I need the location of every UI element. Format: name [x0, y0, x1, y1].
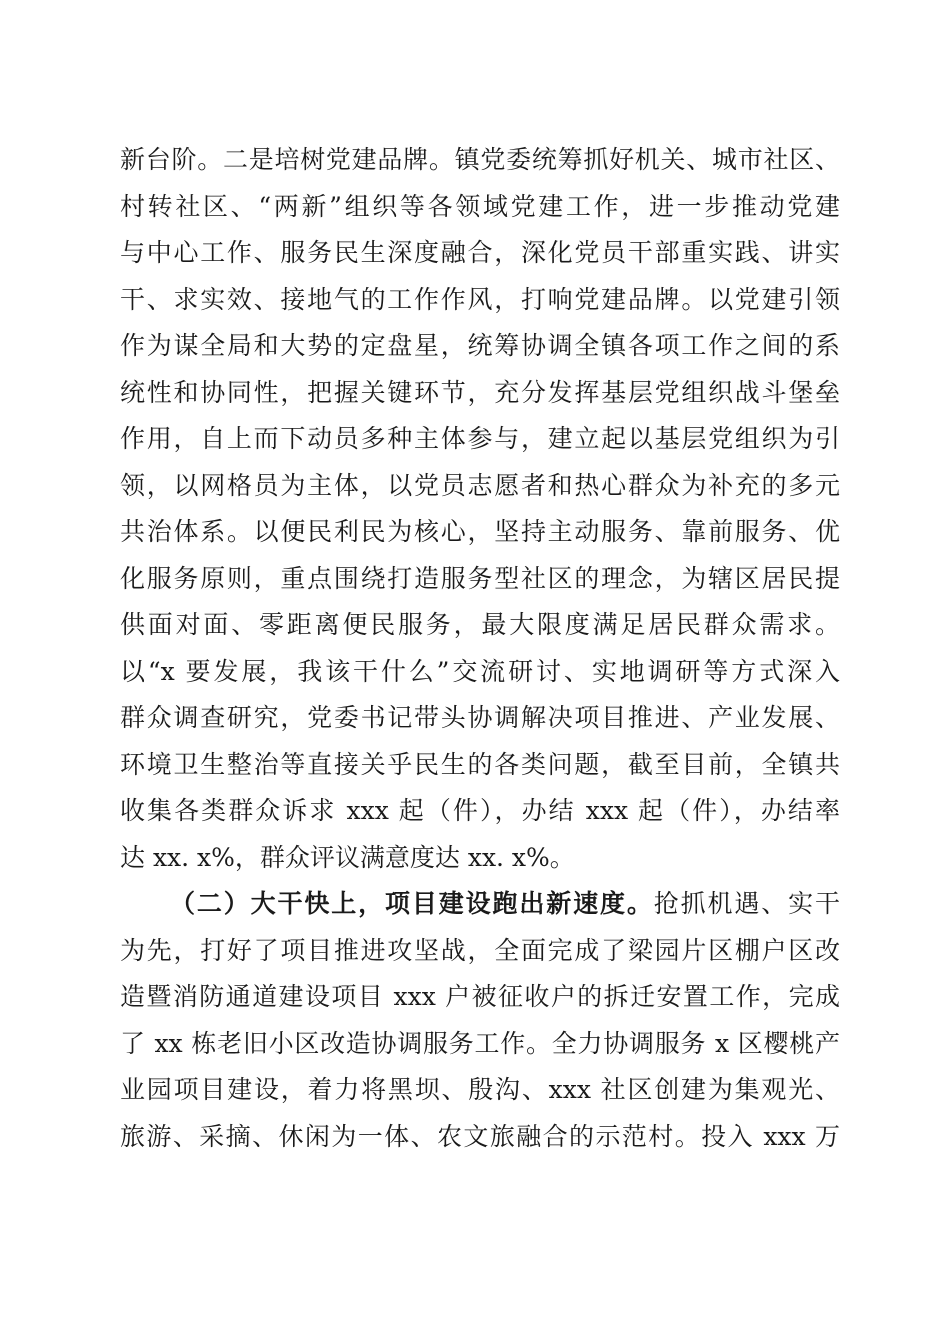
text-line: 旅游、采摘、休闲为一体、农文旅融合的示范村。投入 xxx 万 [120, 1122, 840, 1151]
text-line: 收集各类群众诉求 xxx 起（件），办结 xxx 起（件），办结率 [120, 796, 840, 825]
section-heading-line [170, 884, 840, 924]
text-line: 了 xx 栋老旧小区改造协调服务工作。全力协调服务 x 区樱桃产 [120, 1029, 840, 1058]
text-line: 造暨消防通道建设项目 xxx 户被征收户的拆迁安置工作，完成 [120, 982, 840, 1011]
text-line: 共治体系。以便民利民为核心，坚持主动服务、靠前服务、优 [120, 517, 840, 546]
text-line: 作为谋全局和大势的定盘星，统筹协调全镇各项工作之间的系 [120, 331, 840, 360]
text-line: 作用，自上而下动员多种主体参与，建立起以基层党组织为引 [120, 424, 840, 453]
section-heading: （二）大干快上，项目建设跑出新速度。 [170, 889, 654, 918]
text-line: 领，以网格员为主体，以党员志愿者和热心群众为补充的多元 [120, 471, 840, 500]
text-line: 达 xx. x%，群众评议满意度达 xx. x%。 [120, 843, 575, 872]
text-line: 化服务原则，重点围绕打造服务型社区的理念，为辖区居民提 [120, 564, 840, 593]
text-line: 干、求实效、接地气的工作作风，打响党建品牌。以党建引领 [120, 285, 840, 314]
text-line: 为先，打好了项目推进攻坚战，全面完成了梁园片区棚户区改 [120, 936, 840, 965]
text-line: 供面对面、零距离便民服务，最大限度满足居民群众需求。 [120, 610, 840, 639]
text-line: 与中心工作、服务民生深度融合，深化党员干部重实践、讲实 [120, 238, 840, 267]
text-line: 环境卫生整治等直接关乎民生的各类问题，截至目前，全镇共 [120, 750, 840, 779]
text-line: 村转社区、“两新”组织等各领域党建工作，进一步推动党建 [120, 192, 840, 221]
text-line: 新台阶。二是培树党建品牌。镇党委统筹抓好机关、城市社区、 [120, 145, 840, 174]
text-line: 以“x 要发展，我该干什么”交流研讨、实地调研等方式深入 [120, 657, 840, 686]
text-line: 业园项目建设，着力将黑坝、殷沟、xxx 社区创建为集观光、 [120, 1075, 840, 1104]
text-line: 统性和协同性，把握关键环节，充分发挥基层党组织战斗堡垒 [120, 378, 840, 407]
text-line: 群众调查研究，党委书记带头协调解决项目推进、产业发展、 [120, 703, 840, 732]
heading-line-rest: 抢抓机遇、实干 [653, 889, 840, 918]
